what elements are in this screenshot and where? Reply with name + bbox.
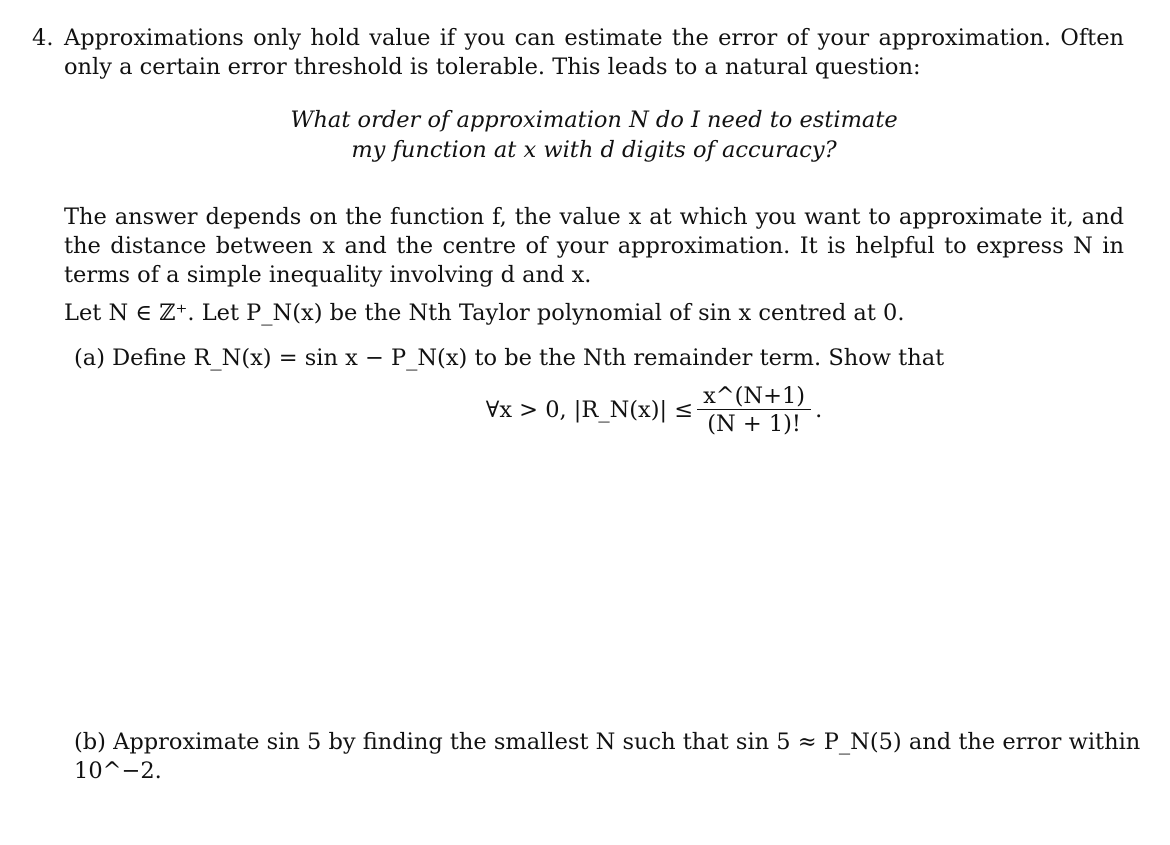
problem-4 — [32, 24, 1124, 438]
answer-paragraph: The answer depends on the function f, the value x at which you want to approximate it, and the distance between x and the centre of your approximation. It is helpful to express N in terms of a simple inequality involving d and x. — [64, 204, 1124, 288]
part-a-text: Define R_N(x) = sin x − P_N(x) to be the Nth remainder term. Show that — [112, 345, 945, 371]
problem-number: 4. — [32, 25, 54, 51]
question-line-1: What order of approximation N do I need to estimate — [290, 107, 898, 133]
part-b-label: (b) — [74, 729, 106, 755]
question-line-2: my function at x with d digits of accuracy? — [351, 137, 837, 163]
inequality-period: . — [815, 397, 823, 423]
inequality-left: ∀x > 0, |R_N(x)| ≤ — [485, 397, 694, 423]
part-a-label: (a) — [74, 345, 105, 371]
part-b — [74, 728, 1170, 786]
fraction-numerator: x^(N+1) — [703, 383, 806, 409]
intro-paragraph: Approximations only hold value if you can estimate the error of your approximation. Often only a certain error threshold is tolerable. This leads to a natural question: — [64, 25, 1124, 80]
guiding-question — [64, 105, 1124, 165]
bound-fraction — [697, 383, 811, 438]
part-b-text: Approximate sin 5 by finding the smallest N such that sin 5 ≈ P_N(5) and the error within 10^−2. — [74, 729, 1141, 784]
fraction-denominator: (N + 1)! — [707, 411, 801, 437]
part-a — [64, 344, 1124, 373]
let-statement: Let N ∈ ℤ⁺. Let P_N(x) be the Nth Taylor polynomial of sin x centred at 0. — [64, 300, 905, 326]
remainder-inequality — [64, 383, 1124, 438]
